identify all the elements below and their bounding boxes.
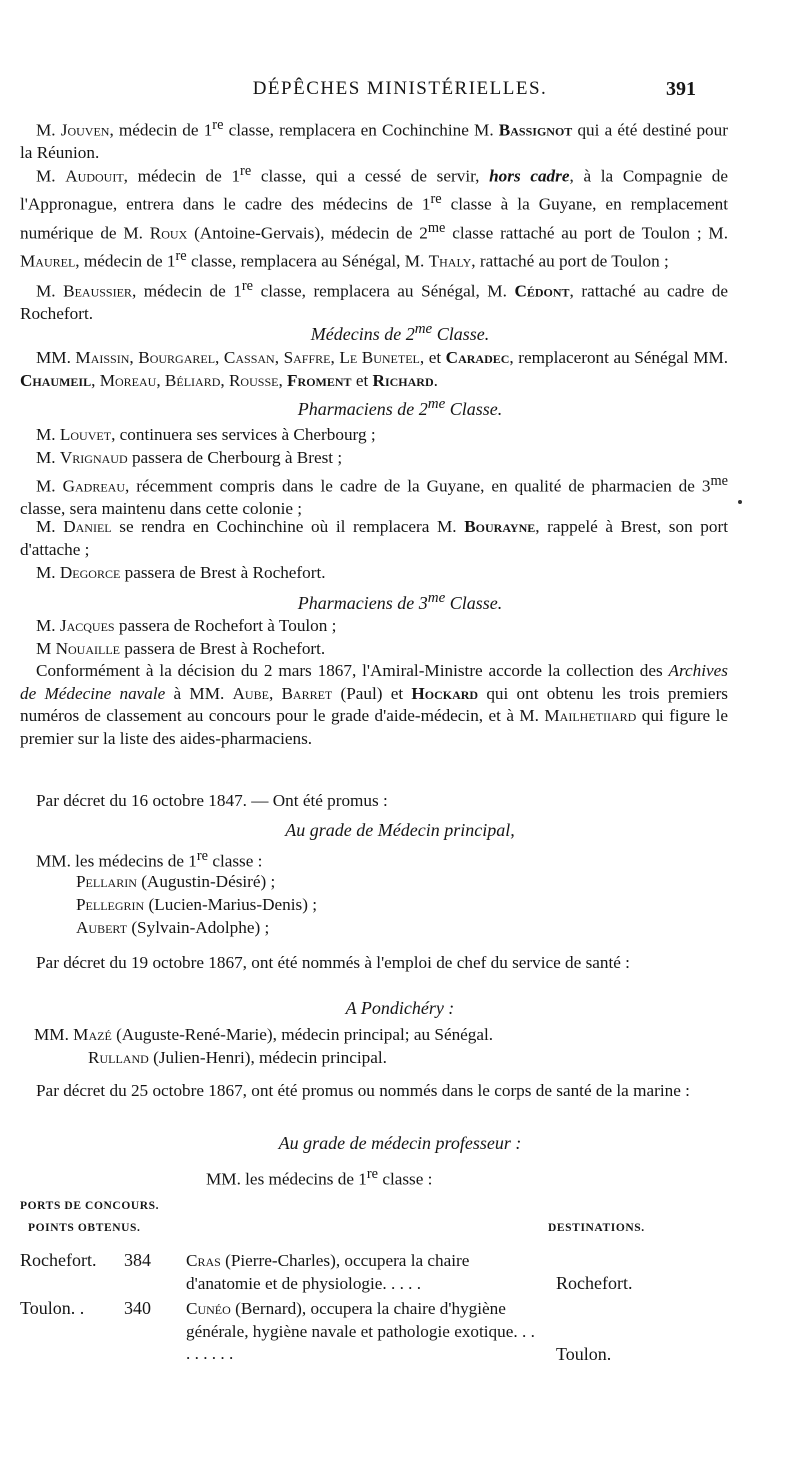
table-row-points: 384 [124, 1250, 151, 1270]
page-number: 391 [666, 78, 696, 100]
paragraph-jouven: M. Jouven, médecin de 1re classe, remplacera en Cochinchine M. Bassignot qui a été destiné pour la Réunion. [20, 117, 728, 163]
paragraph-jacques: M. Jacques passera de Rochefort à Toulon ; [36, 616, 337, 635]
paragraph-audouit: M. Audouit, médecin de 1re classe, qui a cessé de servir, hors cadre, à la Compagnie de l'Appronague, entrera dans le cadre des médecins de 1re classe à la Guyane, en remplacement numérique de M. Roux (Antoine-Gervais), médecin de $2^{me}$ classe rattaché au port de Toulon ; M. Maurel, médecin de 1re classe, remplacera au Sénégal, M. Thaly, rattaché au port de Toulon ; [20, 163, 729, 271]
line-mm-medecins-1-b: MM. les médecins de 1re classe : [206, 1166, 433, 1189]
heading-medecin-principal: Au grade de Médecin principal, [285, 820, 515, 840]
table-row-port: Toulon. . [20, 1298, 85, 1318]
paragraph-louvet: M. Louvet, continuera ses services à Cherbourg ; [36, 425, 376, 444]
table-row-destination: Toulon. [556, 1344, 612, 1364]
column-header-destinations: DESTINATIONS. [548, 1222, 645, 1234]
running-header [0, 78, 800, 108]
line-maze: MM. Mazé (Auguste-René-Marie), médecin principal; au Sénégal. [34, 1025, 494, 1044]
paragraph-decret-19-octobre: Par décret du 19 octobre 1867, ont été nommés à l'emploi de chef du service de santé : [36, 953, 630, 972]
line-pellarin: Pellarin (Augustin-Désiré) ; [76, 872, 276, 891]
paragraph-daniel: M. Daniel se rendra en Cochinchine où il remplacera M. Bourayne, rappelé à Brest, son port d'attache ; [20, 517, 728, 559]
line-rulland: Rulland (Julien-Henri), médecin principal. [88, 1048, 387, 1067]
heading-pharmaciens-3e: Pharmaciens de $3^{me}$ Classe. [297, 590, 503, 613]
print-speck [738, 500, 742, 504]
paragraph-beaussier: M. Beaussier, médecin de 1re classe, remplacera au Sénégal, M. Cédont, rattaché au cadre de Rochefort. [20, 278, 729, 324]
table-row-points: 340 [124, 1298, 151, 1318]
paragraph-vrignaud: M. Vrignaud passera de Cherbourg à Brest ; [36, 448, 343, 467]
column-header-ports: PORTS DE CONCOURS. [20, 1200, 160, 1212]
table-row-port: Rochefort. [20, 1250, 97, 1270]
paragraph-nouaille: M Nouaille passera de Brest à Rochefort. [36, 639, 326, 658]
line-aubert: Aubert (Sylvain-Adolphe) ; [76, 918, 270, 937]
line-pellegrin: Pellegrin (Lucien-Marius-Denis) ; [76, 895, 317, 914]
line-mm-medecins-1: MM. les médecins de 1re classe : [36, 848, 263, 871]
table-row-description: Cras (Pierre-Charles), occupera la chaire d'anatomie et de physiologie. . . . . [186, 1251, 470, 1293]
paragraph-gadreau: M. Gadreau, récemment compris dans le cadre de la Guyane, en qualité de pharmacien de $3^{me}$ classe, sera maintenu dans cette colonie ; [20, 473, 728, 519]
running-title: DÉPÊCHES MINISTÉRIELLES. [252, 78, 548, 99]
column-header-points: POINTS OBTENUS. [28, 1222, 141, 1234]
paragraph-decret-16-octobre: Par décret du 16 octobre 1847. — Ont été promus : [36, 791, 388, 810]
heading-medecins-2e: Médecins de $2^{me}$ Classe. [310, 321, 490, 344]
heading-pharmaciens-2e: Pharmaciens de $2^{me}$ Classe. [297, 396, 503, 419]
table-row-destination: Rochefort. [556, 1273, 633, 1293]
paragraph-degorce: M. Degorce passera de Brest à Rochefort. [36, 563, 326, 582]
heading-pondichery: A Pondichéry : [345, 998, 455, 1018]
paragraph-maissin: MM. Maissin, Bourgarel, Cassan, Saffre, Le Bunetel, et Caradec, remplaceront au Sénégal MM. Chaumeil, Moreau, Béliard, Rousse, Froment et Richard. [20, 348, 729, 390]
paragraph-decret-25-octobre: Par décret du 25 octobre 1867, ont été promus ou nommés dans le corps de santé de la marine : [36, 1081, 690, 1100]
table-row-description: Cunéo (Bernard), occupera la chaire d'hygiène générale, hygiène navale et pathologie exotique. . . . . . . . . [186, 1299, 535, 1364]
heading-medecin-professeur: Au grade de médecin professeur : [278, 1133, 522, 1153]
paragraph-conformement: Conformément à la décision du 2 mars 1867, l'Amiral-Ministre accorde la collection des Archives de Médecine navale à MM. Aube, Barret (Paul) et Hockard qui ont obtenu les trois premiers numéros de classement au concours pour le grade d'aide-médecin, et à M. Mailhetiiard qui figure le premier sur la liste des aides-pharmaciens. [20, 661, 728, 748]
